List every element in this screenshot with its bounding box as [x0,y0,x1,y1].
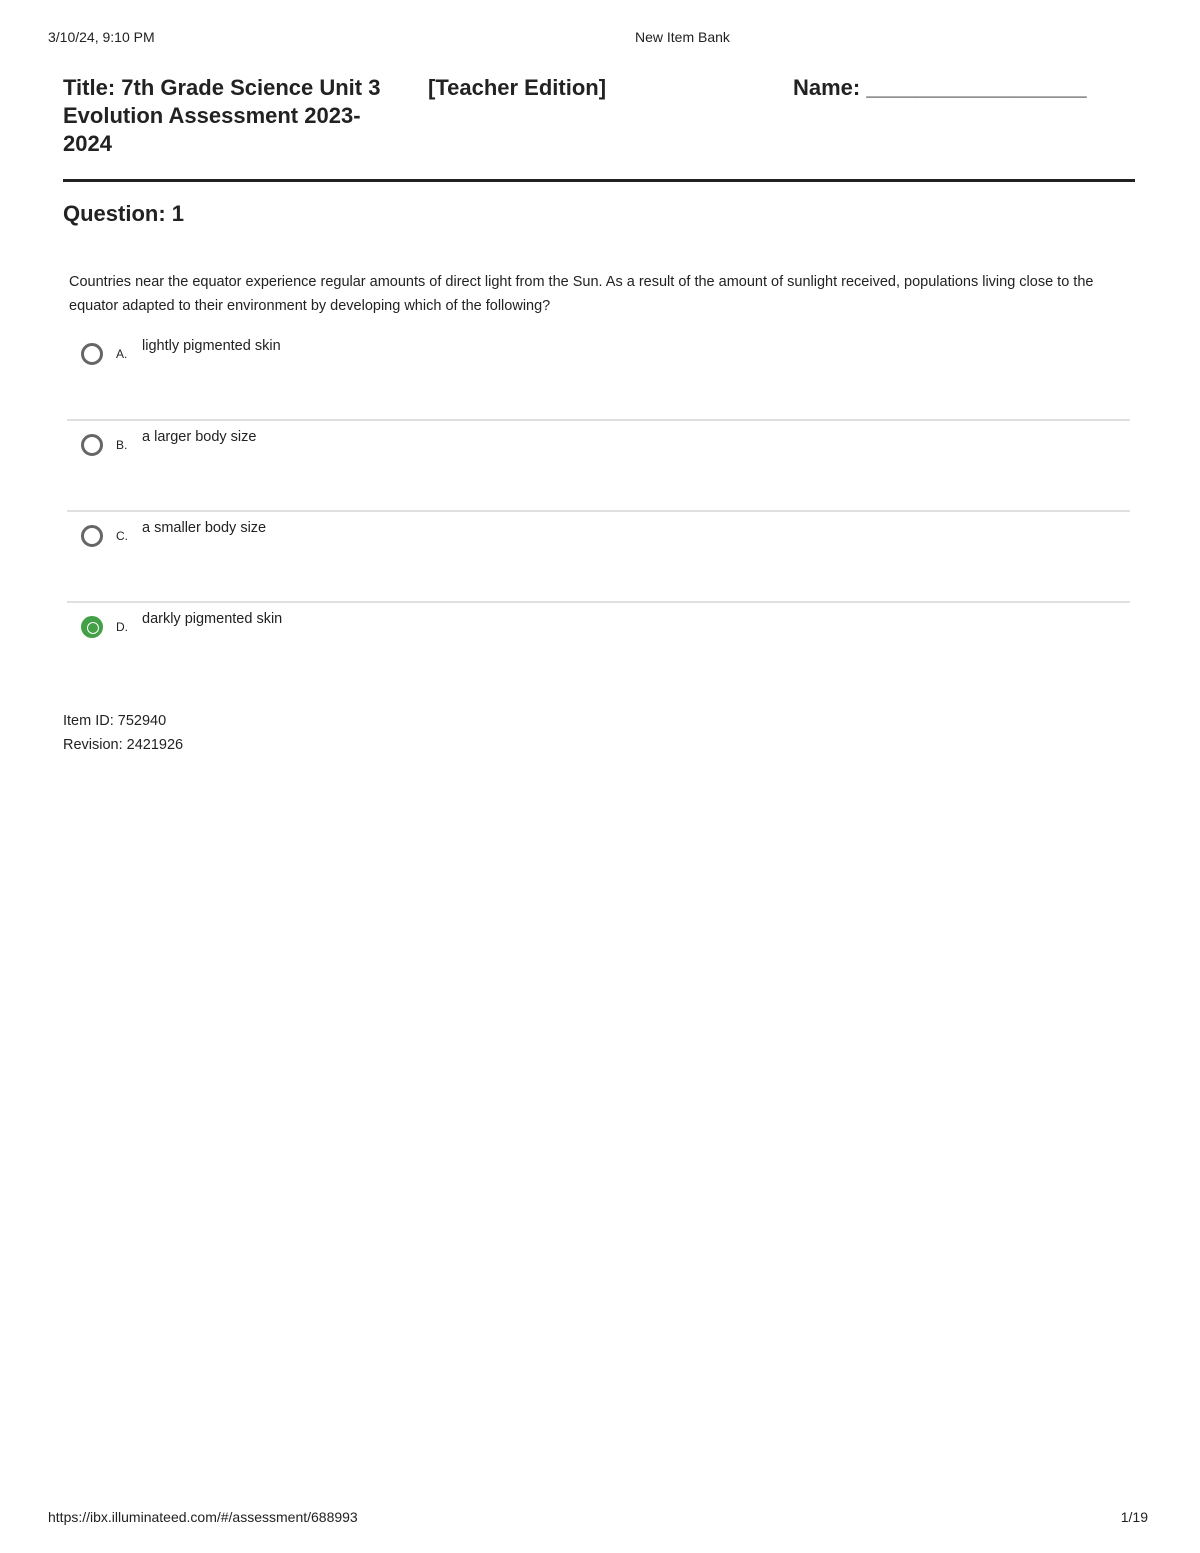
choice-d[interactable] [67,603,1130,694]
revision-id: Revision: 2421926 [63,737,184,753]
answer-choices [67,330,1130,694]
choice-letter: D. [116,620,128,634]
print-page-title: New Item Bank [635,29,730,45]
print-page-number: 1/19 [1120,1509,1148,1525]
choice-text: lightly pigmented skin [142,338,281,354]
choice-text: a larger body size [142,429,257,445]
choice-c[interactable] [67,512,1130,603]
radio-choice-b[interactable] [81,434,103,456]
item-id: Item ID: 752940 [63,713,167,729]
name-field: Name: __________________ [793,75,1087,100]
choice-letter: B. [116,438,128,452]
radio-choice-c[interactable] [81,525,103,547]
choice-letter: C. [116,529,128,543]
choice-b[interactable] [67,421,1130,512]
question-stem: Countries near the equator experience regular amounts of direct light from the Sun. As a result of the amount of sunlight received, populations living close to the equator adapted to their environment by developing which of the following? [69,274,1094,314]
choice-a[interactable] [67,330,1130,421]
print-datetime: 3/10/24, 9:10 PM [48,29,155,45]
choice-text: darkly pigmented skin [142,611,283,627]
question-heading: Question: 1 [63,201,185,226]
choice-text: a smaller body size [142,520,267,536]
edition-label: [Teacher Edition] [428,75,607,100]
choice-letter: A. [116,347,128,361]
radio-choice-d-correct[interactable] [81,616,103,638]
radio-choice-a[interactable] [81,343,103,365]
assessment-title: Title: 7th Grade Science Unit 3 Evolution Assessment 2023-2024 [63,75,381,156]
item-meta [63,709,183,757]
print-url: https://ibx.illuminateed.com/#/assessment/688993 [48,1509,358,1525]
title-divider [63,179,1135,182]
